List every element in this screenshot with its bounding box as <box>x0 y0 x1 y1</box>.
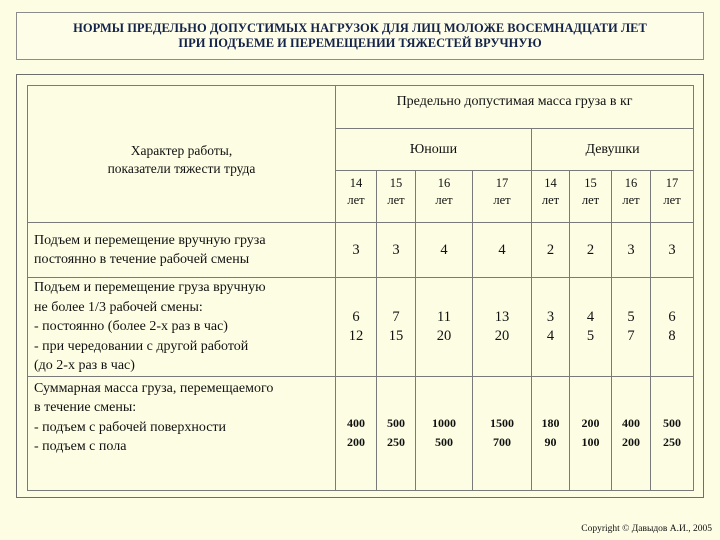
table-row <box>28 223 694 278</box>
row-description: Подъем и перемещение груза вручную не более 1/3 рабочей смены: - постоянно (более 2-х раз в час) - при чередовании с другой работой (до 2-х раз в час) <box>28 278 336 377</box>
value-cell: 6 12 <box>336 278 377 377</box>
title-line-1: НОРМЫ ПРЕДЕЛЬНО ДОПУСТИМЫХ НАГРУЗОК ДЛЯ ЛИЦ МОЛОЖЕ ВОСЕМНАДЦАТИ ЛЕТ <box>73 21 647 35</box>
table-row <box>28 376 694 490</box>
norms-table <box>27 85 694 491</box>
value-cell: 2 <box>532 223 570 278</box>
value-cell: 3 <box>651 223 694 278</box>
age-header: 17 лет <box>473 171 532 223</box>
value-cell: 3 <box>377 223 416 278</box>
header-boys: Юноши <box>336 129 532 171</box>
age-header: 15 лет <box>570 171 612 223</box>
value-cell: 4 5 <box>570 278 612 377</box>
row-description: Подъем и перемещение вручную груза постоянно в течение рабочей смены <box>28 223 336 278</box>
value-cell: 1500 700 <box>473 376 532 490</box>
value-cell: 1000 500 <box>416 376 473 490</box>
value-cell: 13 20 <box>473 278 532 377</box>
age-header: 14 лет <box>532 171 570 223</box>
table-row <box>28 278 694 377</box>
value-cell: 400 200 <box>336 376 377 490</box>
value-cell: 4 <box>473 223 532 278</box>
value-cell: 2 <box>570 223 612 278</box>
age-header: 15 лет <box>377 171 416 223</box>
value-cell: 6 8 <box>651 278 694 377</box>
value-cell: 5 7 <box>612 278 651 377</box>
title-line-2: ПРИ ПОДЪЕМЕ И ПЕРЕМЕЩЕНИИ ТЯЖЕСТЕЙ ВРУЧНУЮ <box>178 36 542 50</box>
page-title <box>16 12 704 60</box>
header-max-mass: Предельно допустимая масса груза в кг <box>336 86 694 129</box>
value-cell: 400 200 <box>612 376 651 490</box>
value-cell: 7 15 <box>377 278 416 377</box>
age-header: 17 лет <box>651 171 694 223</box>
value-cell: 3 4 <box>532 278 570 377</box>
age-header: 16 лет <box>416 171 473 223</box>
age-header: 16 лет <box>612 171 651 223</box>
copyright-text: Copyright © Давыдов А.И., 2005 <box>581 524 712 534</box>
header-girls: Девушки <box>532 129 694 171</box>
value-cell: 3 <box>336 223 377 278</box>
value-cell: 500 250 <box>377 376 416 490</box>
row-description: Суммарная масса груза, перемещаемого в течение смены: - подъем с рабочей поверхности - подъем с пола <box>28 376 336 490</box>
value-cell: 3 <box>612 223 651 278</box>
age-header: 14 лет <box>336 171 377 223</box>
value-cell: 11 20 <box>416 278 473 377</box>
value-cell: 180 90 <box>532 376 570 490</box>
value-cell: 4 <box>416 223 473 278</box>
value-cell: 200 100 <box>570 376 612 490</box>
value-cell: 500 250 <box>651 376 694 490</box>
header-work-character: Характер работы, показатели тяжести труда <box>28 86 336 223</box>
